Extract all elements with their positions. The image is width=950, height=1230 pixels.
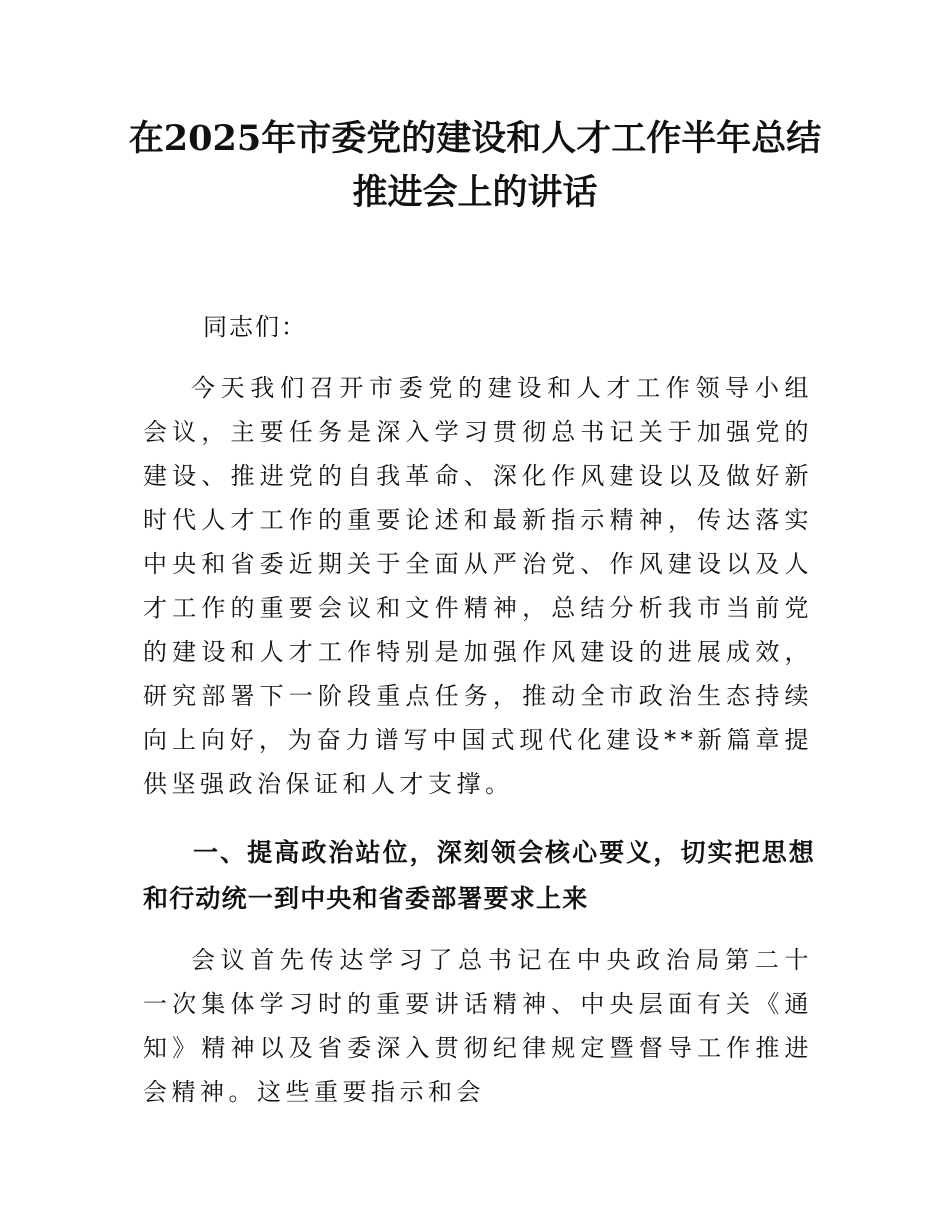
title-line-2: 推进会上的讲话 [352, 172, 598, 213]
opening-paragraph: 今天我们召开市委党的建设和人才工作领导小组会议，主要任务是深入学习贯彻总书记关于加强党的建设、推进党的自我革命、深化作风建设以及做好新时代人才工作的重要论述和最新指示精神，传达落实中央和省委近期关于全面从严治党、作风建设以及人才工作的重要会议和文件精神，总结分析我市当前党的建设和人才工作特别是加强作风建设的进展成效，研究部署下一阶段重点任务，推动全市政治生态持续向上向好，为奋力谱写中国式现代化建设**新篇章提供坚强政治保证和人才支撑。 [143, 374, 813, 798]
section-1-paragraph: 会议首先传达学习了总书记在中央政治局第二十一次集体学习时的重要讲话精神、中央层面有关《通知》精神以及省委深入贯彻纪律规定暨督导工作推进会精神。这些重要指示和会 [143, 946, 813, 1106]
section-heading-1: 一、提高政治站位，深刻领会核心要义，切实把思想和行动统一到中央和省委部署要求上来 [143, 838, 815, 913]
page-title [120, 112, 830, 220]
salutation: 同志们： [203, 313, 307, 341]
title-line-1: 在2025年市委党的建设和人才工作半年总结 [128, 118, 822, 159]
